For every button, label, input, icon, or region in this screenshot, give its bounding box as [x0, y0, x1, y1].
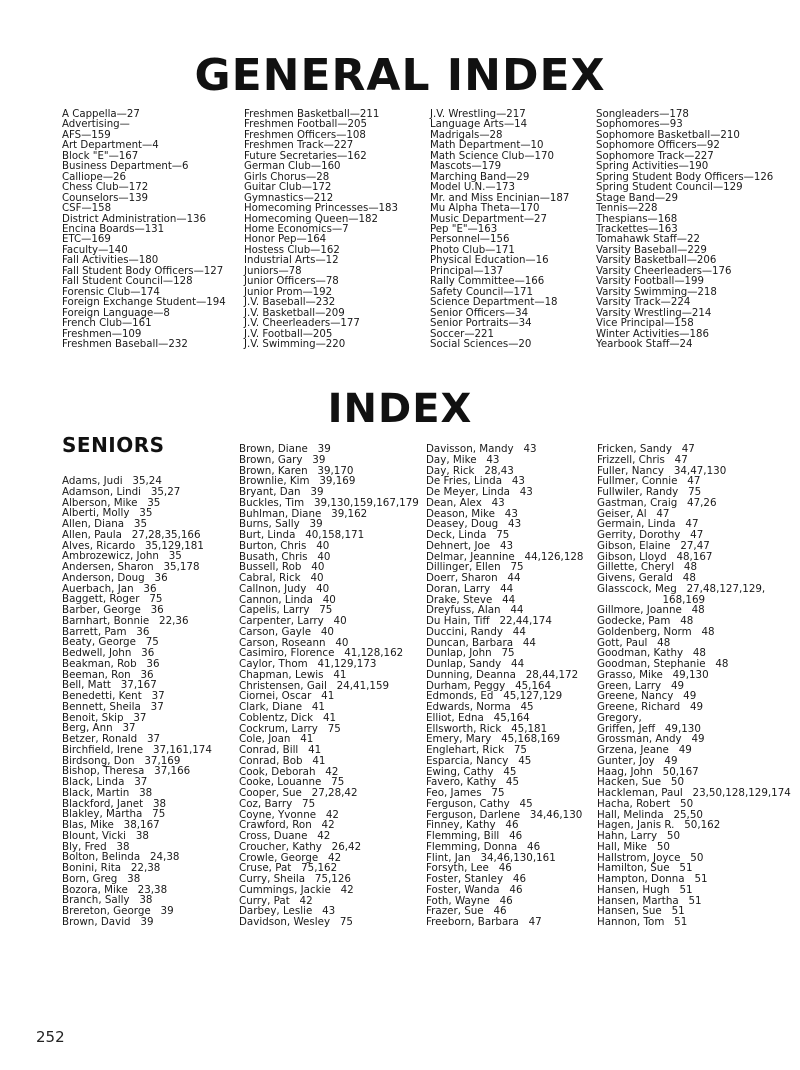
index-entry: Adams, Judi 35,24: [62, 475, 162, 487]
index-entry: J.V. Baseball—232: [244, 297, 336, 309]
index-entry: Branch, Sally 38: [62, 894, 153, 907]
index-entry: Trackettes—163: [596, 223, 678, 235]
index-entry: Born, Greg 38: [62, 872, 141, 885]
index-entry: Mascots—179: [430, 161, 502, 173]
index-entry: Burns, Sally 39: [239, 518, 323, 531]
index-entry: Edwards, Norma 45: [426, 701, 534, 713]
index-entry: Doerr, Sharon 44: [426, 572, 521, 584]
index-entry: Math Science Club—170: [430, 150, 554, 162]
index-entry: Cooper, Sue 27,28,42: [239, 787, 358, 799]
index-entry: Varsity Cheerleaders—176: [596, 265, 732, 277]
general-index-column-3: [430, 110, 569, 350]
index-entry: Varsity Baseball—229: [596, 244, 707, 256]
index-entry: Foster, Wanda 46: [426, 883, 523, 896]
index-entry: Ferguson, Cathy 45: [426, 797, 533, 810]
index-entry: Blas, Mike 38,167: [62, 819, 160, 831]
index-entry: Englehart, Rick 75: [426, 744, 527, 756]
index-entry: Edmonds, Ed 45,127,129: [426, 690, 563, 703]
index-entry: Brown, Diane 39: [239, 443, 331, 455]
index-entry: Allen, Diana 35: [62, 518, 148, 530]
index-entry: Alberson, Mike 35: [62, 496, 161, 509]
index-entry: Bedwell, John 36: [62, 647, 155, 659]
index-entry: Varsity Basketball—206: [596, 255, 717, 267]
index-entry: Esparcia, Nancy 45: [426, 754, 532, 767]
index-entry: Girls Chorus—28: [244, 171, 330, 183]
index-entry: Fall Student Council—128: [62, 276, 193, 288]
index-entry: Ciornei, Oscar 41: [239, 690, 335, 703]
index-entry: Freshmen Track—227: [244, 140, 354, 152]
index-entry: Varsity Track—224: [596, 297, 691, 309]
index-entry: Bryant, Dan 39: [239, 486, 324, 498]
index-entry: Alves, Ricardo 35,129,181: [62, 539, 204, 552]
index-entry: Rally Committee—166: [430, 276, 545, 288]
index-entry: Physical Education—16: [430, 255, 549, 267]
index-entry: Cooke, Louanne 75: [239, 776, 345, 789]
index-entry: Carson, Gayle 40: [239, 625, 334, 638]
index-entry: Future Secretaries—162: [244, 150, 367, 162]
index-entry: Fricken, Sandy 47: [597, 443, 695, 455]
index-entry: J.V. Swimming—220: [244, 338, 346, 350]
index-entry: Ambrozewicz, John 35: [62, 550, 182, 563]
index-entry: Bolton, Belinda 24,38: [62, 851, 180, 864]
index-entry: Brown, Karen 39,170: [239, 464, 354, 477]
index-entry: Counselors—139: [62, 192, 149, 204]
index-entry: Math Department—10: [430, 140, 544, 152]
index-entry: Bennett, Sheila 37: [62, 700, 164, 713]
index-column-3: [426, 444, 583, 928]
index-entry: Barnhart, Bonnie 22,36: [62, 614, 189, 627]
index-entry: Gibson, Elaine 27,47: [597, 539, 710, 552]
index-entry: Music Department—27: [430, 213, 548, 225]
index-entry: Safety Council—171: [430, 286, 533, 298]
index-entry: Homecoming Queen—182: [244, 213, 378, 225]
index-entry: Brown, Gary 39: [239, 453, 326, 466]
index-entry: Hacken, Sue 50: [597, 776, 685, 789]
index-entry: Frizzell, Chris 47: [597, 453, 688, 466]
index-entry: Gibson, Lloyd 48,167: [597, 550, 713, 563]
index-entry: Hall, Melinda 25,50: [597, 808, 703, 821]
index-entry: Coblentz, Dick 41: [239, 711, 337, 724]
index-entry: Cook, Deborah 42: [239, 765, 339, 778]
index-entry: Conrad, Bill 41: [239, 744, 322, 756]
index-entry: Hall, Mike 50: [597, 840, 670, 853]
index-entry: Bell, Matt 37,167: [62, 679, 157, 692]
index-entry: Griffen, Jeff 49,130: [597, 722, 701, 735]
index-entry: Dunlap, John 75: [426, 647, 515, 660]
index-entry: Davisson, Mandy 43: [426, 443, 537, 455]
index-entry: District Administration—136: [62, 213, 207, 225]
index-entry: Burton, Chris 40: [239, 539, 330, 552]
index-entry: Ferguson, Darlene 34,46,130: [426, 808, 583, 821]
index-entry: Blakley, Martha 75: [62, 808, 166, 821]
index-entry: German Club—160: [244, 161, 341, 173]
index-entry: Home Economics—7: [244, 223, 349, 235]
index-entry: Fuller, Nancy 34,47,130: [597, 464, 727, 477]
index-entry: Tennis—228: [596, 203, 658, 215]
index-entry: ETC—169: [62, 234, 111, 246]
index-entry: Davidson, Wesley 75: [239, 916, 353, 928]
index-entry: Gregory,: [597, 711, 642, 724]
index-entry: Beakman, Rob 36: [62, 657, 160, 670]
index-entry: Crawford, Ron 42: [239, 819, 335, 832]
index-entry: Hansen, Sue 51: [597, 905, 685, 918]
index-entry: Hacha, Robert 50: [597, 797, 694, 810]
index-column-4: [597, 444, 791, 928]
index-entry: Marching Band—29: [430, 171, 530, 183]
index-entry: Goldenberg, Norm 48: [597, 625, 715, 638]
index-entry: A Cappella—27: [62, 109, 140, 120]
index-entry: Beaty, George 75: [62, 636, 159, 649]
index-entry: Green, Larry 49: [597, 679, 685, 692]
index-entry: Block "E"—167: [62, 150, 139, 162]
index-entry: Andersen, Sharon 35,178: [62, 561, 200, 573]
index-entry: Soccer—221: [430, 328, 494, 340]
index-entry: Songleaders—178: [596, 109, 689, 120]
index-entry: Flint, Jan 34,46,130,161: [426, 851, 556, 864]
index-entry: Grzena, Jeane 49: [597, 744, 692, 756]
index-entry: Black, Martin 38: [62, 786, 153, 799]
index-entry: Hostess Club—162: [244, 244, 340, 256]
index-entry: Freshmen Baseball—232: [62, 338, 188, 350]
index-entry: Spring Activities—190: [596, 161, 709, 173]
index-entry: De Meyer, Linda 43: [426, 486, 533, 498]
general-index-title: GENERAL INDEX: [194, 50, 606, 101]
index-entry: Deason, Mike 43: [426, 507, 518, 520]
index-entry: Croucher, Kathy 26,42: [239, 840, 362, 853]
index-entry: Blount, Vicki 38: [62, 829, 149, 842]
index-entry: Fullmer, Connie 47: [597, 475, 701, 488]
index-entry: Burt, Linda 40,158,171: [239, 529, 365, 541]
index-entry: Gymnastics—212: [244, 192, 334, 204]
index-entry: Faculty—140: [62, 244, 128, 256]
seniors-heading: SENIORS: [62, 433, 165, 457]
general-index-column-4: [596, 110, 773, 350]
index-entry: Chess Club—172: [62, 182, 149, 194]
index-entry: Art Department—4: [62, 140, 159, 152]
index-entry: Deck, Linda 75: [426, 529, 510, 541]
index-entry: Alberti, Molly 35: [62, 507, 153, 520]
index-entry: Calliope—26: [62, 171, 126, 183]
index-entry: Blackford, Janet 38: [62, 797, 167, 810]
index-entry: Senior Portraits—34: [430, 318, 532, 330]
index-entry: Duncan, Barbara 44: [426, 636, 536, 649]
index-entry: Sophomore Basketball—210: [596, 129, 740, 141]
index-entry: Brereton, George 39: [62, 905, 174, 917]
index-entry: Sophomore Officers—92: [596, 140, 720, 152]
index-entry: Freshmen Football—205: [244, 119, 367, 131]
index-entry: Busath, Chris 40: [239, 550, 331, 563]
index-entry: J.V. Football—205: [244, 328, 333, 340]
index-entry: Elliot, Edna 45,164: [426, 711, 530, 724]
index-entry: CSF—158: [62, 203, 112, 215]
index-entry: Capelis, Larry 75: [239, 604, 333, 617]
index-entry: Dean, Alex 43: [426, 496, 505, 509]
index-entry: Chapman, Lewis 41: [239, 668, 347, 681]
index-entry: Greene, Nancy 49: [597, 690, 697, 703]
index-entry: Cockrum, Larry 75: [239, 722, 341, 735]
general-index-column-1: [62, 110, 226, 350]
index-entry: Grossman, Andy 49: [597, 733, 705, 746]
index-entry: Cross, Duane 42: [239, 830, 331, 842]
index-entry: De Fries, Linda 43: [426, 475, 525, 488]
index-entry: Foreign Exchange Student—194: [62, 297, 226, 309]
index-entry: Varsity Swimming—218: [596, 286, 717, 298]
index-entry: Carpenter, Larry 40: [239, 615, 347, 627]
index-entry: J.V. Wrestling—217: [430, 109, 526, 120]
index-entry: Hagen, Janis R. 50,162: [597, 819, 721, 832]
index-entry: Hahn, Larry 50: [597, 830, 680, 842]
index-entry: Hansen, Hugh 51: [597, 883, 693, 896]
index-entry: Barrett, Pam 36: [62, 625, 150, 638]
index-entry: Carson, Roseann 40: [239, 636, 349, 649]
index-entry: Guitar Club—172: [244, 182, 332, 194]
index-entry: Conrad, Bob 41: [239, 754, 326, 767]
page-number: 252: [36, 1028, 65, 1046]
index-entry: Ewing, Cathy 45: [426, 765, 517, 778]
index-entry: Photo Club—171: [430, 244, 515, 256]
index-entry: Hackleman, Paul 23,50,128,129,174: [597, 787, 791, 799]
index-entry: Homecoming Princesses—183: [244, 203, 398, 215]
index-entry: Darbey, Leslie 43: [239, 905, 336, 918]
index-entry: Glasscock, Meg 27,48,127,129,: [597, 582, 766, 595]
index-entry: Birdsong, Don 37,169: [62, 754, 181, 767]
index-entry: Favero, Kathy 45: [426, 776, 520, 789]
index-entry: Coz, Barry 75: [239, 797, 316, 810]
index-entry: Hannon, Tom 51: [597, 916, 688, 928]
index-entry: Berg, Ann 37: [62, 722, 136, 735]
index-entry: Pep "E"—163: [430, 223, 498, 235]
index-entry: Duccini, Randy 44: [426, 625, 526, 638]
index-entry: Baggett, Roger 75: [62, 593, 163, 606]
index-entry: Social Sciences—20: [430, 338, 532, 350]
index-entry: Emery, Mary 45,168,169: [426, 733, 561, 746]
index-entry: Dunning, Deanna 28,44,172: [426, 668, 579, 681]
index-entry: Godecke, Pam 48: [597, 615, 694, 627]
index-entry: Hallstrom, Joyce 50: [597, 851, 704, 864]
index-entry: Industrial Arts—12: [244, 255, 339, 267]
index-entry: Tomahawk Staff—22: [596, 234, 700, 246]
index-entry: Goodman, Kathy 48: [597, 647, 706, 660]
index-entry: Flemming, Donna 46: [426, 840, 541, 853]
index-entry: Sophomore Track—227: [596, 150, 714, 162]
index-entry: Gunter, Joy 49: [597, 754, 678, 767]
index-entry: Junior Officers—78: [244, 276, 339, 288]
index-entry: Black, Linda 37: [62, 776, 148, 788]
index-entry: Beeman, Ron 36: [62, 668, 154, 681]
index-entry: Freshmen—109: [62, 328, 142, 340]
index-column-2: [239, 444, 419, 928]
index-entry: Cannon, Linda 40: [239, 593, 336, 606]
index-entry: Freeborn, Barbara 47: [426, 916, 542, 928]
index-entry: Gillette, Cheryl 48: [597, 561, 698, 574]
index-entry: Cole, Joan 41: [239, 733, 314, 746]
index-entry: Mu Alpha Theta—170: [430, 203, 540, 215]
index-entry: Goodman, Stephanie 48: [597, 658, 729, 670]
index-entry: Gerrity, Dorothy 47: [597, 529, 704, 541]
index-entry: Varsity Football—199: [596, 276, 704, 288]
index-entry: Ellsworth, Rick 45,181: [426, 722, 548, 735]
index-entry: Cabral, Rick 40: [239, 572, 324, 584]
index-entry: Germain, Linda 47: [597, 518, 699, 531]
index-entry: French Club—161: [62, 318, 152, 330]
index-entry: Drake, Steve 44: [426, 593, 516, 606]
index-entry: Personnel—156: [430, 234, 510, 246]
index-entry: Cummings, Jackie 42: [239, 883, 354, 896]
index-entry: Delmar, Jeannine 44,126,128: [426, 550, 584, 563]
index-entry: Fall Student Body Officers—127: [62, 265, 224, 277]
index-entry: Curry, Pat 42: [239, 894, 313, 907]
index-entry: Buckles, Tim 39,130,159,167,179: [239, 496, 419, 509]
index-entry: J.V. Cheerleaders—177: [244, 318, 360, 330]
index-entry: Brown, David 39: [62, 915, 154, 928]
index-entry: Bozora, Mike 23,38: [62, 883, 168, 896]
index-entry: Winter Activities—186: [596, 328, 709, 340]
index-entry: Junior Prom—192: [244, 286, 333, 298]
index-entry: Freshmen Officers—108: [244, 129, 366, 141]
index-entry: Betzer, Ronald 37: [62, 733, 161, 745]
index-entry: Bonini, Rita 22,38: [62, 862, 161, 874]
index-entry: Durham, Peggy 45,164: [426, 679, 552, 692]
index-entry: Varsity Wrestling—214: [596, 307, 712, 319]
index-entry: Dillinger, Ellen 75: [426, 561, 524, 574]
index-entry: Senior Officers—34: [430, 307, 529, 319]
index-entry: Birchfield, Irene 37,161,174: [62, 743, 212, 756]
index-entry: Science Department—18: [430, 297, 558, 309]
index-entry: Deasey, Doug 43: [426, 518, 522, 531]
index-entry: Grasso, Mike 49,130: [597, 668, 709, 681]
index-entry: Barber, George 36: [62, 604, 164, 616]
general-index-column-2: [244, 110, 398, 350]
index-entry: Bly, Fred 38: [62, 840, 130, 853]
index-entry: Benedetti, Kent 37: [62, 690, 165, 702]
index-entry: Model U.N.—173: [430, 182, 516, 194]
index-entry: Geiser, Al 47: [597, 507, 670, 520]
index-entry: Haag, John 50,167: [597, 765, 699, 778]
index-entry: Juniors—78: [244, 265, 302, 277]
index-entry: Day, Mike 43: [426, 453, 500, 466]
index-entry: J.V. Basketball—209: [244, 307, 345, 319]
index-entry: Christensen, Gail 24,41,159: [239, 679, 390, 692]
index-entry: Gillmore, Joanne 48: [597, 604, 705, 617]
index-entry: Clark, Diane 41: [239, 701, 325, 713]
index-entry: Mr. and Miss Encinian—187: [430, 192, 570, 204]
index-entry: Foreign Language—8: [62, 307, 170, 319]
index-entry: Dehnert, Joe 43: [426, 539, 514, 552]
index-entry: Adamson, Lindi 35,27: [62, 485, 181, 498]
index-entry: Finney, Kathy 46: [426, 819, 519, 832]
index-entry: Fullwiler, Randy 75: [597, 486, 702, 498]
index-entry: Fall Activities—180: [62, 255, 159, 267]
index-entry: Dreyfuss, Alan 44: [426, 604, 524, 617]
index-entry: Casimiro, Florence 41,128,162: [239, 647, 404, 660]
index-entry: Doran, Larry 44: [426, 582, 514, 595]
index-entry: Du Hain, Tiff 22,44,174: [426, 615, 552, 627]
index-entry: Caylor, Thom 41,129,173: [239, 658, 377, 670]
index-entry: Principal—137: [430, 265, 504, 277]
index-entry: 168,169: [597, 593, 706, 606]
index-entry: Flemming, Bill 46: [426, 830, 523, 842]
index-entry: Forensic Club—174: [62, 286, 160, 298]
index-entry: Yearbook Staff—24: [596, 338, 693, 350]
index-entry: Foth, Wayne 46: [426, 894, 513, 907]
index-entry: Foster, Stanley 46: [426, 873, 526, 885]
index-entry: Day, Rick 28,43: [426, 464, 514, 477]
index-entry: Spring Student Body Officers—126: [596, 171, 774, 183]
index-entry: Bishop, Theresa 37,166: [62, 765, 191, 778]
index-entry: Coyne, Yvonne 42: [239, 808, 339, 821]
index-entry: Stage Band—29: [596, 192, 678, 204]
index-entry: Frazer, Sue 46: [426, 905, 507, 918]
index-entry: Freshmen Basketball—211: [244, 109, 380, 120]
index-entry: Bussell, Rob 40: [239, 561, 325, 574]
index-entry: Madrigals—28: [430, 129, 503, 141]
index-entry: Spring Student Council—129: [596, 182, 743, 194]
index-entry: Dunlap, Sandy 44: [426, 658, 525, 670]
index-entry: Curry, Sheila 75,126: [239, 873, 351, 885]
index-entry: Callnon, Judy 40: [239, 582, 330, 595]
index-entry: Hansen, Martha 51: [597, 894, 702, 907]
index-title: INDEX: [327, 386, 473, 432]
index-entry: Cruse, Pat 75,162: [239, 862, 338, 875]
index-entry: Sophomores—93: [596, 119, 683, 131]
index-entry: Forsyth, Lee 46: [426, 862, 512, 875]
index-entry: Hamilton, Sue 51: [597, 862, 693, 875]
index-entry: Gott, Paul 48: [597, 636, 671, 649]
index-entry: Gastman, Craig 47,26: [597, 496, 717, 509]
index-entry: AFS—159: [62, 129, 111, 141]
index-entry: Advertising—: [62, 119, 130, 131]
index-entry: Feo, James 75: [426, 787, 505, 799]
index-entry: Encina Boards—131: [62, 223, 165, 235]
index-entry: Buhlman, Diane 39,162: [239, 507, 368, 520]
index-entry: Benoit, Skip 37: [62, 711, 147, 724]
index-entry: Allen, Paula 27,28,35,166: [62, 528, 201, 541]
index-entry: Thespians—168: [596, 213, 678, 225]
index-entry: Crowle, George 42: [239, 851, 342, 864]
index-entry: Language Arts—14: [430, 119, 528, 131]
index-entry: Brownlie, Kim 39,169: [239, 475, 356, 488]
index-entry: Givens, Gerald 48: [597, 572, 696, 584]
index-entry: Honor Pep—164: [244, 234, 327, 246]
index-entry: Greene, Richard 49: [597, 701, 704, 713]
index-entry: Hampton, Donna 51: [597, 873, 708, 885]
index-entry: Business Department—6: [62, 161, 189, 173]
index-entry: Anderson, Doug 36: [62, 571, 168, 584]
index-column-1: [62, 476, 212, 928]
index-entry: Vice Principal—158: [596, 318, 694, 330]
index-entry: Auerbach, Jan 36: [62, 582, 157, 595]
